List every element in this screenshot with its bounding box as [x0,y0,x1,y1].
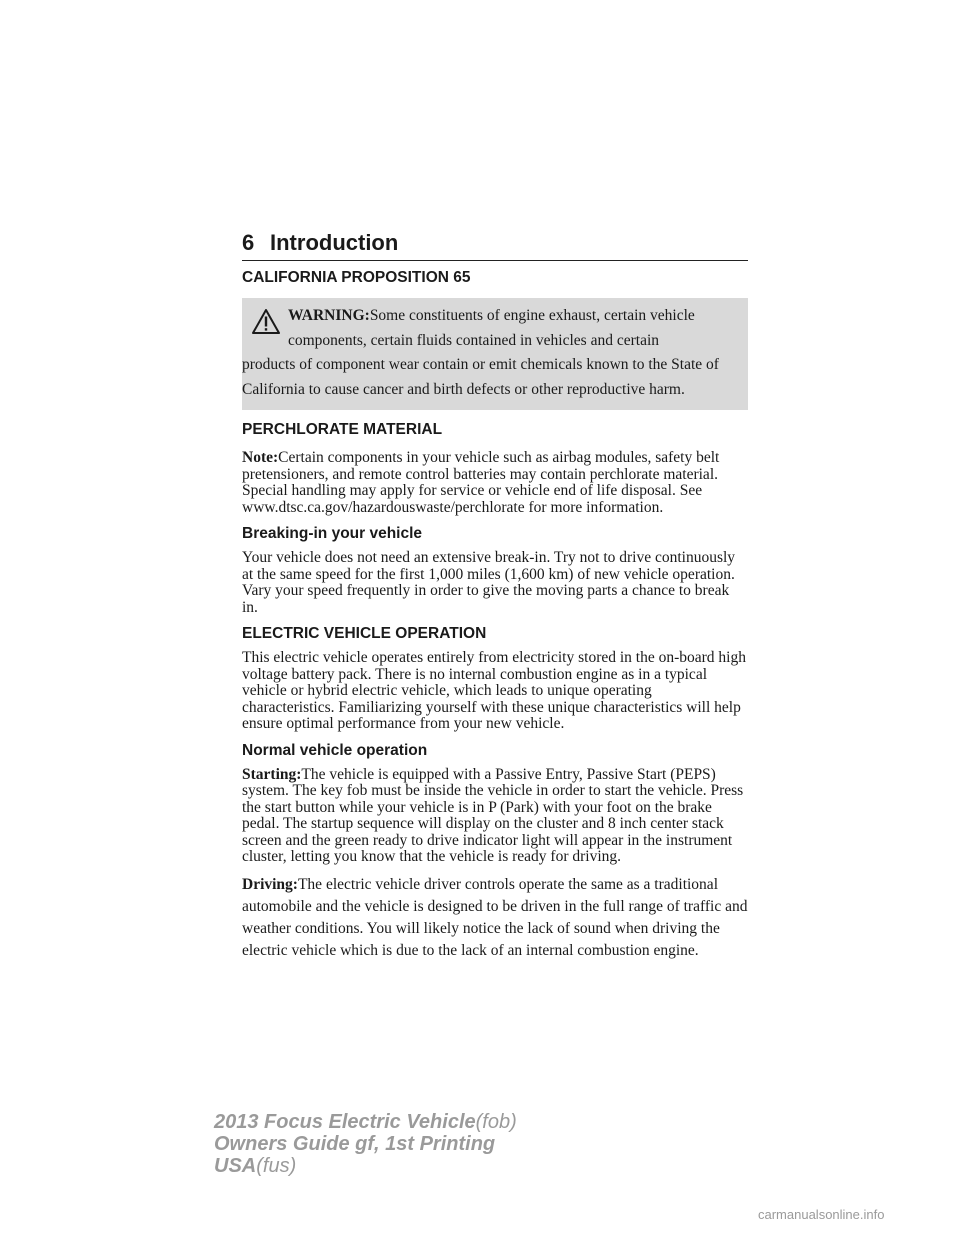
page-number: 6 [242,230,255,255]
warning-box [242,298,748,410]
ev-operation-text: This electric vehicle operates entirely from electricity stored in the on-board high voltage battery pack. There is no internal combustion engine as in a typical vehicle or hybrid electric vehicle, which leads to unique operating characteristics. Familiarizing yourself with these unique characteristics will help ensure optimal performance from your new vehicle. [242,649,746,732]
footer-model: 2013 Focus Electric Vehicle [214,1111,476,1133]
warning-text-rest: products of component wear contain or emit chemicals known to the State of California to cause cancer and birth defects or other reproductive harm. [242,356,719,398]
section-heading-breaking-in: Breaking-in your vehicle [242,525,423,542]
starting-text: The vehicle is equipped with a Passive Entry, Passive Start (PEPS) system. The key fob must be inside the vehicle in order to start the vehicle. Press the start button while your vehicle is in P (Park) with your foot on the brake pedal. The startup sequence will display on the cluster and 8 inch center stack screen and the green ready to drive indicator light will appear in the instrument cluster, letting you know that the vehicle is ready for driving. [242,765,744,865]
footer-model-code: (fob) [475,1111,517,1133]
starting-paragraph [242,767,748,866]
site-watermark: carmanualsonline.info [758,1207,885,1222]
footer-market: USA [214,1155,257,1177]
page-header [242,228,748,261]
chapter-title: Introduction [270,230,399,255]
footer-line-2 [214,1133,517,1155]
driving-label: Driving: [242,875,298,893]
warning-first-line [242,304,738,353]
section-heading-ev-operation: ELECTRIC VEHICLE OPERATION [242,625,487,642]
document-footer [214,1111,517,1177]
warning-triangle-icon [251,308,281,335]
driving-paragraph [242,874,748,962]
footer-line-3 [214,1155,517,1177]
section-heading-prop65: CALIFORNIA PROPOSITION 65 [242,269,471,286]
footer-line-1 [214,1111,517,1133]
note-label: Note: [242,449,279,466]
note-text: Certain components in your vehicle such as airbag modules, safety belt pretensioners, and remote control batteries may contain perchlorate material. Special handling may apply for service or vehicle end of life disposal. See www.dtsc.ca.gov/hazardouswaste/perchlorate for more information. [242,449,720,516]
driving-text: The electric vehicle driver controls operate the same as a traditional automobile and the vehicle is designed to be driven in the full range of traffic and weather conditions. You will likely notice the lack of sound when driving the electric vehicle which is due to the lack of an internal combustion engine. [242,875,748,959]
section-heading-perchlorate: PERCHLORATE MATERIAL [242,421,443,438]
warning-text-start: Some constituents of engine exhaust, certain vehicle components, certain fluids contained in vehicles and certain [288,307,695,349]
breaking-in-text: Your vehicle does not need an extensive break-in. Try not to drive continuously at the same speed for the first 1,000 miles (1,600 km) of new vehicle operation. Vary your speed frequently in order to give the moving parts a chance to break in. [242,549,736,616]
starting-label: Starting: [242,765,302,783]
perchlorate-note [242,450,748,516]
footer-market-code: (fus) [256,1155,297,1177]
page-content [242,268,748,966]
section-heading-normal-operation: Normal vehicle operation [242,741,428,759]
warning-label: WARNING: [288,307,370,324]
footer-guide: Owners Guide gf, 1st Printing [214,1133,496,1155]
